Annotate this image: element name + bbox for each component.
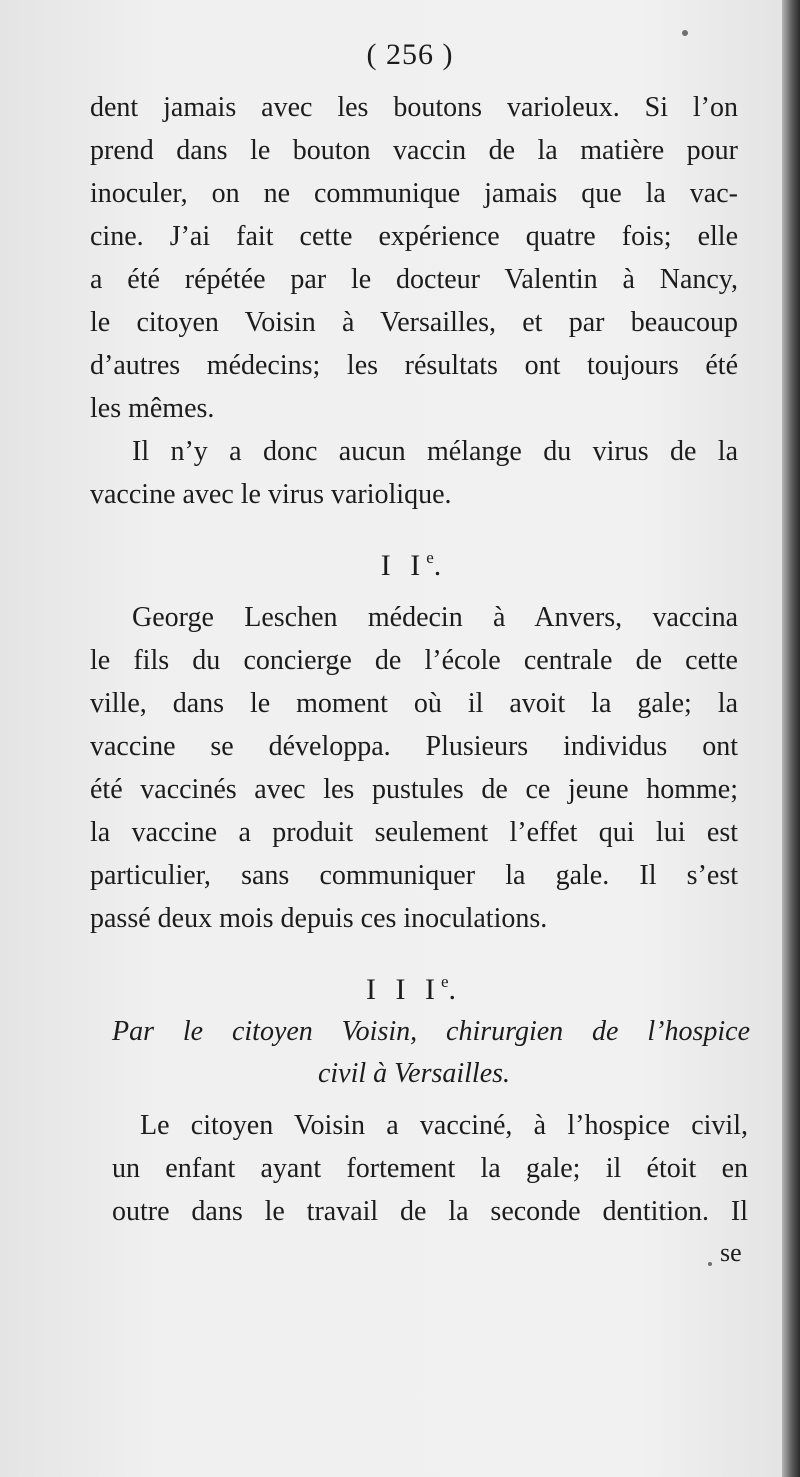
paragraph-1-line-3: inoculer, on ne communique jamais que la vac- bbox=[90, 178, 738, 209]
section-heading-iii-period: . bbox=[448, 973, 463, 1006]
section-3-subtitle-line-1: Par le citoyen Voisin, chirurgien de l’hospice bbox=[112, 1016, 750, 1047]
section-3-line-2: un enfant ayant fortement la gale; il étoit en bbox=[112, 1153, 748, 1184]
section-heading-ii-numeral: I I bbox=[380, 549, 427, 582]
section-2-line-2: le fils du concierge de l’école centrale de cette bbox=[90, 645, 738, 676]
paper-speck bbox=[708, 1262, 712, 1266]
paragraph-1-line-2: prend dans le bouton vaccin de la matière pour bbox=[90, 135, 738, 166]
section-2-line-8: passé deux mois depuis ces inoculations. bbox=[90, 903, 548, 934]
section-2-line-4: vaccine se développa. Plusieurs individus ont bbox=[90, 731, 738, 762]
section-heading-ii-suffix: e bbox=[426, 548, 434, 567]
section-heading-iii-numeral: I I I bbox=[365, 973, 441, 1006]
section-2-line-7: particulier, sans communiquer la gale. Il s’est bbox=[90, 860, 738, 891]
section-2-line-5: été vaccinés avec les pustules de ce jeune homme; bbox=[90, 774, 738, 805]
catchword: se bbox=[720, 1238, 742, 1267]
paragraph-1-line-6: le citoyen Voisin à Versailles, et par beaucoup bbox=[90, 307, 738, 338]
paragraph-2-line-1: Il n’y a donc aucun mélange du virus de la bbox=[132, 436, 738, 467]
section-3-subtitle-line-2: civil à Versailles. bbox=[317, 1058, 511, 1089]
section-2-line-6: la vaccine a produit seulement l’effet qui lui est bbox=[90, 817, 738, 848]
section-heading-ii bbox=[0, 540, 800, 584]
section-heading-ii-period: . bbox=[433, 549, 448, 582]
section-3-line-3: outre dans le travail de la seconde dentition. Il bbox=[112, 1196, 748, 1227]
paragraph-1-line-8: les mêmes. bbox=[90, 393, 215, 424]
page-gutter-shadow bbox=[782, 0, 800, 1477]
section-heading-iii-suffix: e bbox=[440, 972, 449, 991]
section-2-line-1: George Leschen médecin à Anvers, vaccina bbox=[132, 602, 738, 633]
paragraph-2-line-2: vaccine avec le virus variolique. bbox=[90, 479, 452, 510]
page-number: ( 256 ) bbox=[366, 38, 454, 71]
section-2-line-3: ville, dans le moment où il avoit la gale; la bbox=[90, 688, 738, 719]
section-3-line-1: Le citoyen Voisin a vacciné, à l’hospice civil, bbox=[140, 1110, 748, 1141]
section-heading-iii bbox=[0, 964, 800, 1008]
paragraph-1-line-7: d’autres médecins; les résultats ont toujours été bbox=[90, 350, 738, 381]
paper-speck bbox=[682, 30, 688, 36]
paragraph-1-line-1: dent jamais avec les boutons varioleux. Si l’on bbox=[90, 92, 738, 123]
paragraph-1-line-5: a été répétée par le docteur Valentin à Nancy, bbox=[90, 264, 738, 295]
paragraph-1-line-4: cine. J’ai fait cette expérience quatre fois; elle bbox=[90, 221, 738, 252]
